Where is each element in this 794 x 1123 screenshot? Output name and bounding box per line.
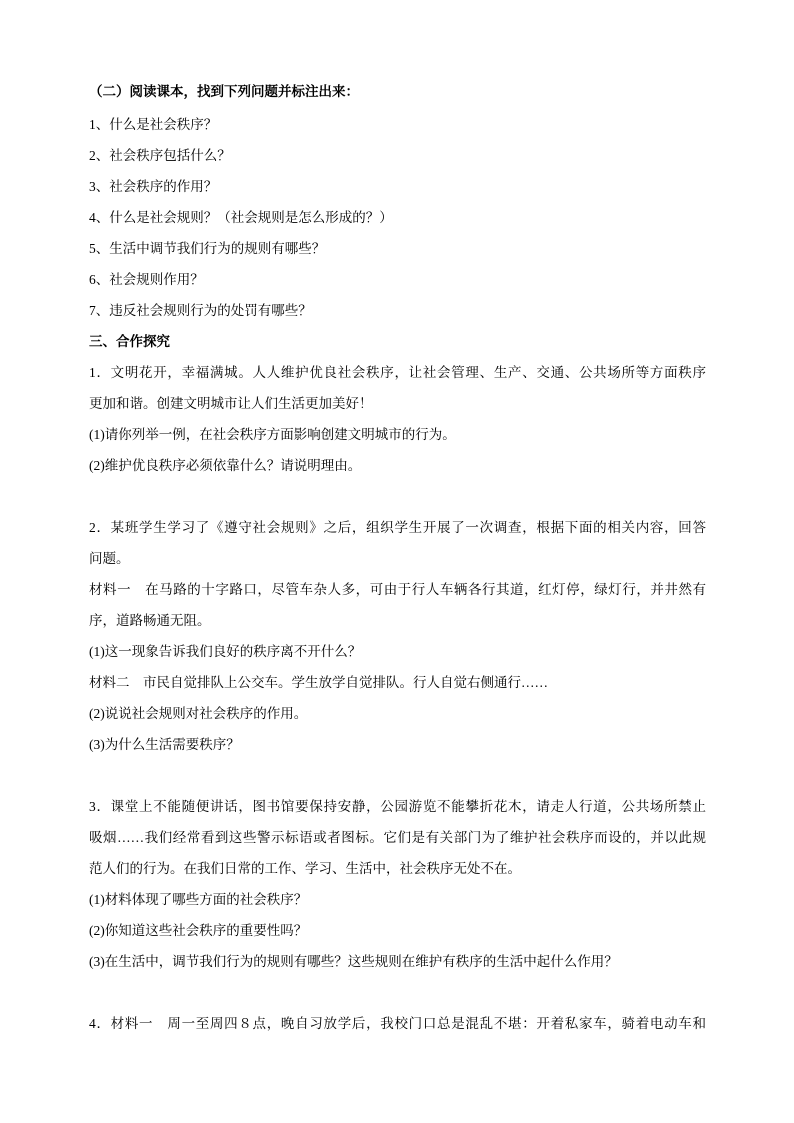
problem-3 — [89, 791, 706, 977]
reading-section-heading: （二）阅读课本，找到下列问题并标注出来： — [89, 84, 359, 99]
blank-spacer — [89, 481, 706, 512]
blank-spacer — [89, 977, 706, 1008]
question-item: 2、社会秩序包括什么？ — [89, 148, 231, 163]
sub-question: (1)材料体现了哪些方面的社会秩序？ — [89, 892, 308, 907]
sub-question: (2)说说社会规则对社会秩序的作用。 — [89, 706, 308, 721]
sub-question: (1)请你列举一例，在社会秩序方面影响创建文明城市的行为。 — [89, 427, 456, 442]
problem-1 — [89, 357, 706, 481]
problem-line: 1．文明花开，幸福满城。人人维护优良社会秩序，让社会管理、生产、交通、公共场所等方面秩序 — [89, 365, 706, 380]
sub-question: (3)在生活中，调节我们行为的规则有哪些？这些规则在维护有秩序的生活中起什么作用？ — [89, 954, 618, 969]
problem-line: 2．某班学生学习了《遵守社会规则》之后，组织学生开展了一次调查，根据下面的相关内容，回答 — [89, 520, 706, 535]
problem-2 — [89, 512, 706, 760]
question-item: 4、什么是社会规则？（社会规则是怎么形成的？） — [89, 210, 393, 225]
blank-spacer — [89, 760, 706, 791]
problem-line: 4．材料一 周一至周四８点，晚自习放学后，我校门口总是混乱不堪：开着私家车，骑着电动车和 — [89, 1016, 706, 1031]
question-item: 3、社会秩序的作用？ — [89, 179, 218, 194]
problem-4 — [89, 1008, 706, 1039]
material-line: 序，道路畅通无阻。 — [89, 613, 211, 628]
cooperation-section-heading: 三、合作探究 — [89, 334, 170, 349]
sub-question: (2)维护优良秩序必须依靠什么？请说明理由。 — [89, 458, 362, 473]
problem-line: 问题。 — [89, 551, 130, 566]
material-line: 材料二 市民自觉排队上公交车。学生放学自觉排队。行人自觉右侧通行…… — [89, 675, 548, 690]
question-item: 6、社会规则作用？ — [89, 272, 204, 287]
question-item: 1、什么是社会秩序？ — [89, 117, 218, 132]
problem-line: 吸烟……我们经常看到这些警示标语或者图标。它们是有关部门为了维护社会秩序而设的，并以此规 — [89, 830, 706, 845]
problem-line: 范人们的行为。在我们日常的工作、学习、生活中，社会秩序无处不在。 — [89, 861, 521, 876]
problem-line: 3．课堂上不能随便讲话，图书馆要保持安静，公园游览不能攀折花木，请走人行道，公共场所禁止 — [89, 799, 706, 814]
document-body — [89, 76, 706, 1039]
sub-question: (3)为什么生活需要秩序？ — [89, 737, 240, 752]
problem-line: 更加和谐。创建文明城市让人们生活更加美好！ — [89, 396, 373, 411]
sub-question: (1)这一现象告诉我们良好的秩序离不开什么？ — [89, 644, 362, 659]
question-item: 7、违反社会规则行为的处罚有哪些？ — [89, 303, 312, 318]
question-item: 5、生活中调节我们行为的规则有哪些？ — [89, 241, 326, 256]
material-line: 材料一 在马路的十字路口，尽管车杂人多，可由于行人车辆各行其道，红灯停，绿灯行，并井然有 — [89, 582, 706, 597]
sub-question: (2)你知道这些社会秩序的重要性吗？ — [89, 923, 308, 938]
